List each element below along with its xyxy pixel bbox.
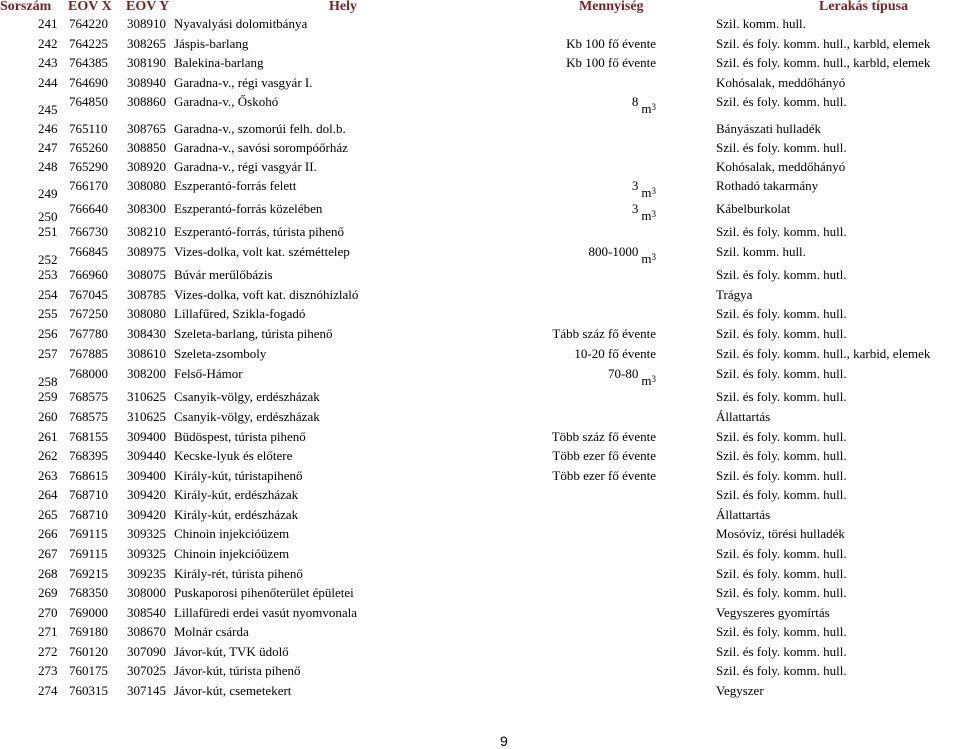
eov-x: 764850 xyxy=(69,94,108,109)
eov-y: 310625 xyxy=(127,409,166,424)
eov-y: 309325 xyxy=(127,546,166,561)
eov-y: 308975 xyxy=(127,244,166,259)
eov-y: 308190 xyxy=(127,55,166,70)
disposal-type: Mosóvíz, törési hulladék xyxy=(716,526,845,541)
header-eov-x: EOV X xyxy=(68,0,112,14)
eov-y: 309440 xyxy=(127,448,166,463)
location: Büdöspest, túrista pihenő xyxy=(174,429,306,444)
quantity xyxy=(552,448,656,464)
disposal-type: Szil. és foly. komm. hull. xyxy=(716,624,847,639)
location: Lillafüredi erdei vasút nyomvonala xyxy=(174,605,358,620)
location: Garadna-v., szomorúi felh. dol.b. xyxy=(174,121,346,136)
quantity xyxy=(631,201,656,223)
quantity-value: Több ezer fő évente xyxy=(552,468,656,483)
row-number: 242 xyxy=(38,36,58,51)
eov-x: 768395 xyxy=(69,448,108,463)
disposal-type: Állattartás xyxy=(716,409,771,424)
quantity-unit xyxy=(641,185,656,200)
quantity xyxy=(552,326,656,342)
row-number: 248 xyxy=(38,159,58,174)
eov-y: 308080 xyxy=(127,306,166,321)
eov-y: 309400 xyxy=(127,468,166,483)
quantity xyxy=(566,55,656,71)
unit-text: m xyxy=(641,101,652,116)
eov-x: 768615 xyxy=(69,468,108,483)
eov-x: 767780 xyxy=(69,326,108,341)
unit-text: m xyxy=(641,251,652,266)
eov-y: 308670 xyxy=(127,624,166,639)
row-number: 245 xyxy=(38,102,58,117)
quantity xyxy=(608,366,656,388)
eov-y: 309420 xyxy=(127,487,166,502)
eov-y: 308850 xyxy=(127,140,166,155)
eov-x: 764220 xyxy=(69,16,108,31)
row-number: 256 xyxy=(38,326,58,341)
disposal-type: Szil. és foly. komm. hull. xyxy=(716,585,847,600)
location: Vizes-dolka, voft kat. disznóhizlaló xyxy=(174,287,359,302)
location: Garadna-v., régi vasgyár II. xyxy=(174,159,317,174)
disposal-type: Bányászati hulladék xyxy=(716,121,822,136)
location: Szeleta-barlang, túrista pihenő xyxy=(174,326,333,341)
eov-x: 766170 xyxy=(69,178,108,193)
quantity-value: Több száz fő évente xyxy=(551,429,656,444)
disposal-type: Szil. és foly. komm. hull., karbld, elemek xyxy=(716,55,931,70)
unit-text: m xyxy=(641,373,652,388)
eov-x: 769180 xyxy=(69,624,108,639)
eov-x: 768575 xyxy=(69,389,108,404)
eov-x: 768710 xyxy=(69,507,108,522)
row-number: 250 xyxy=(38,209,58,224)
quantity xyxy=(588,244,656,266)
row-number: 254 xyxy=(38,287,58,302)
eov-y: 308610 xyxy=(127,346,166,361)
quantity-unit xyxy=(641,251,656,266)
eov-x: 766960 xyxy=(69,267,108,282)
row-number: 257 xyxy=(38,346,58,361)
disposal-type: Szil. és foly. komm. hull. xyxy=(716,663,847,678)
disposal-type: Szil. és foly. komm. hull. xyxy=(716,224,847,239)
location: Puskaporosi pihenőterület épületei xyxy=(174,585,354,600)
row-number: 246 xyxy=(38,121,58,136)
location: Balekina-barlang xyxy=(174,55,264,70)
eov-x: 768350 xyxy=(69,585,108,600)
eov-x: 765290 xyxy=(69,159,108,174)
header-mennyiseg: Mennyiség xyxy=(579,0,644,14)
disposal-type: Vegyszeres gyomírtás xyxy=(716,605,830,620)
eov-x: 760175 xyxy=(69,663,108,678)
eov-x: 764690 xyxy=(69,75,108,90)
row-number: 259 xyxy=(38,389,58,404)
quantity-value: Kb 100 fő évente xyxy=(566,36,656,51)
disposal-type: Állattartás xyxy=(716,507,771,522)
location: Búvár merűlőbázis xyxy=(174,267,273,282)
location: Chinoin injekcióüzem xyxy=(174,526,290,541)
disposal-type: Szil. komm. hull. xyxy=(716,244,806,259)
row-number: 272 xyxy=(38,644,58,659)
eov-y: 307090 xyxy=(127,644,166,659)
location: Jáspis-barlang xyxy=(174,36,249,51)
eov-x: 767885 xyxy=(69,346,108,361)
eov-x: 764385 xyxy=(69,55,108,70)
eov-x: 768000 xyxy=(69,366,108,381)
eov-x: 764225 xyxy=(69,36,108,51)
row-number: 258 xyxy=(38,374,58,389)
eov-y: 308540 xyxy=(127,605,166,620)
quantity xyxy=(566,36,656,52)
location: Szeleta-zsomboly xyxy=(174,346,267,361)
eov-x: 768710 xyxy=(69,487,108,502)
row-number: 273 xyxy=(38,663,58,678)
location: Nyavalyási dolomitbánya xyxy=(174,16,308,31)
row-number: 263 xyxy=(38,468,58,483)
disposal-type: Szil. és foly. komm. hull. xyxy=(716,566,847,581)
disposal-type: Szil. komm. hull. xyxy=(716,16,806,31)
quantity-value: 800-1000 xyxy=(588,244,639,259)
row-number: 271 xyxy=(38,624,58,639)
disposal-type: Szil. és foly. komm. hutl. xyxy=(716,267,847,282)
location: Lillafűred, Szikla-fogadó xyxy=(174,306,306,321)
location: Kecske-lyuk és előtere xyxy=(174,448,293,463)
location: Király-rét, túrista pihenő xyxy=(174,566,303,581)
eov-y: 308940 xyxy=(127,75,166,90)
eov-y: 307145 xyxy=(127,683,166,698)
row-number: 274 xyxy=(38,683,58,698)
eov-x: 767045 xyxy=(69,287,108,302)
eov-x: 769115 xyxy=(69,546,108,561)
unit-text: m xyxy=(641,185,652,200)
disposal-type: Kábelburkolat xyxy=(716,201,791,216)
quantity xyxy=(552,429,656,445)
row-number: 268 xyxy=(38,566,58,581)
location: Eszperantó-forrás felett xyxy=(174,178,297,193)
disposal-type: Szil. és foly. komm. hull., karbid, elemek xyxy=(716,346,931,361)
header-eov-y: EOV Y xyxy=(126,0,170,14)
row-number: 251 xyxy=(38,224,58,239)
row-number: 270 xyxy=(38,605,58,620)
eov-y: 309235 xyxy=(127,566,166,581)
quantity-value: 10-20 fő évente xyxy=(574,346,656,361)
disposal-type: Szil. és foly. komm. hull. xyxy=(716,448,847,463)
eov-x: 766640 xyxy=(69,201,108,216)
unit-text: m xyxy=(641,208,652,223)
header-lerakas-tipusa: Lerakás típusa xyxy=(819,0,909,14)
row-number: 255 xyxy=(38,306,58,321)
eov-y: 309325 xyxy=(127,526,166,541)
disposal-type: Szil. és foly. komm. hull. xyxy=(716,546,847,561)
eov-x: 768575 xyxy=(69,409,108,424)
row-number: 262 xyxy=(38,448,58,463)
unit-exponent: 3 xyxy=(651,102,656,112)
eov-y: 308075 xyxy=(127,267,166,282)
eov-y: 308910 xyxy=(127,16,166,31)
location: Jávor-kút, túrista pihenő xyxy=(174,663,301,678)
quantity xyxy=(552,468,656,484)
unit-exponent: 3 xyxy=(651,186,656,196)
location: Eszperantó-forrás közelében xyxy=(174,201,323,216)
eov-x: 766845 xyxy=(69,244,108,259)
eov-y: 308200 xyxy=(127,366,166,381)
eov-y: 309400 xyxy=(127,429,166,444)
location: Eszperantó-forrás, túrista pihenő xyxy=(174,224,345,239)
disposal-type: Trágya xyxy=(716,287,753,302)
eov-y: 308920 xyxy=(127,159,166,174)
row-number: 244 xyxy=(38,75,58,90)
disposal-type: Kohósalak, meddőhányó xyxy=(716,75,846,90)
row-number: 269 xyxy=(38,585,58,600)
eov-x: 768155 xyxy=(69,429,108,444)
eov-y: 308265 xyxy=(127,36,166,51)
quantity-value: Tább száz fő évente xyxy=(552,326,656,341)
eov-x: 765110 xyxy=(69,121,108,136)
eov-x: 769000 xyxy=(69,605,108,620)
location: Garadna-v., Őskohó xyxy=(174,94,279,109)
quantity-value: 70-80 xyxy=(608,366,639,381)
quantity-unit xyxy=(641,373,656,388)
location: Csanyik-völgy, erdészházak xyxy=(174,409,320,424)
row-number: 260 xyxy=(38,409,58,424)
eov-y: 308080 xyxy=(127,178,166,193)
location: Jávor-kút, csemetekert xyxy=(174,683,292,698)
location: Király-kút, erdészházak xyxy=(174,507,299,522)
unit-exponent: 3 xyxy=(651,209,656,219)
disposal-type: Szil. és foly. komm. hull. xyxy=(716,468,847,483)
row-number: 265 xyxy=(38,507,58,522)
row-number: 264 xyxy=(38,487,58,502)
eov-x: 769115 xyxy=(69,526,108,541)
disposal-type: Szil. és foly. komm. hull. xyxy=(716,429,847,444)
eov-x: 766730 xyxy=(69,224,108,239)
eov-y: 308300 xyxy=(127,201,166,216)
quantity-value: Kb 100 fő évente xyxy=(566,55,656,70)
quantity-value: 8 xyxy=(631,94,639,109)
eov-y: 309420 xyxy=(127,507,166,522)
quantity xyxy=(631,178,656,200)
location: Molnár csárda xyxy=(174,624,249,639)
header-sorszam: Sorszám xyxy=(0,0,52,14)
disposal-type: Szil. és foly. komm. hull. xyxy=(716,366,847,381)
disposal-type: Kohósalak, meddőhányó xyxy=(716,159,846,174)
disposal-type: Rothadó takarmány xyxy=(716,178,819,193)
row-number: 253 xyxy=(38,267,58,282)
row-number: 243 xyxy=(38,55,58,70)
row-number: 241 xyxy=(38,16,58,31)
unit-exponent: 3 xyxy=(651,252,656,262)
eov-y: 308860 xyxy=(127,94,166,109)
unit-exponent: 3 xyxy=(651,374,656,384)
disposal-type: Szil. és foly. komm. hull. xyxy=(716,140,847,155)
eov-y: 308765 xyxy=(127,121,166,136)
eov-x: 765260 xyxy=(69,140,108,155)
disposal-type: Szil. és foly. komm. hull. xyxy=(716,389,847,404)
disposal-type: Szil. és foly. komm. hull. xyxy=(716,306,847,321)
location: Felső-Hámor xyxy=(174,366,243,381)
disposal-type: Vegyszer xyxy=(716,683,764,698)
row-number: 266 xyxy=(38,526,58,541)
quantity-value: 3 xyxy=(631,201,639,216)
eov-x: 767250 xyxy=(69,306,108,321)
disposal-type: Szil. és foly. komm. hull. xyxy=(716,326,847,341)
location: Király-kút, erdészházak xyxy=(174,487,299,502)
quantity xyxy=(631,94,656,116)
page-number: 9 xyxy=(500,733,508,749)
disposal-type: Szil. és foly. komm. hull., karbld, elemek xyxy=(716,36,931,51)
location: Chinoin injekcióüzem xyxy=(174,546,290,561)
row-number: 261 xyxy=(38,429,58,444)
location: Vizes-dolka, volt kat. széméttelep xyxy=(174,244,350,259)
quantity-unit xyxy=(641,101,656,116)
eov-x: 769215 xyxy=(69,566,108,581)
disposal-type: Szil. és foly. komm. hull. xyxy=(716,644,847,659)
location: Garadna-v., savósi sorompóőrház xyxy=(174,140,348,155)
disposal-type: Szil. és foly. komm. hull. xyxy=(716,94,847,109)
quantity xyxy=(574,346,656,362)
quantity-value: 3 xyxy=(631,178,639,193)
eov-y: 310625 xyxy=(127,389,166,404)
quantity-value: Több ezer fő évente xyxy=(552,448,656,463)
eov-y: 308210 xyxy=(127,224,166,239)
location: Király-kút, túristapihenő xyxy=(174,468,303,483)
location: Jávor-kút, TVK üdolő xyxy=(174,644,289,659)
row-number: 267 xyxy=(38,546,58,561)
row-number: 252 xyxy=(38,252,58,267)
eov-x: 760120 xyxy=(69,644,108,659)
disposal-type: Szil. és foly. komm. hull. xyxy=(716,487,847,502)
eov-y: 308000 xyxy=(127,585,166,600)
row-number: 249 xyxy=(38,186,58,201)
location: Garadna-v., régi vasgyár I. xyxy=(174,75,313,90)
quantity-unit xyxy=(641,208,656,223)
location: Csanyik-völgy, erdészházak xyxy=(174,389,320,404)
eov-y: 308430 xyxy=(127,326,166,341)
row-number: 247 xyxy=(38,140,58,155)
eov-y: 308785 xyxy=(127,287,166,302)
eov-y: 307025 xyxy=(127,663,166,678)
header-hely: Hely xyxy=(329,0,357,14)
eov-x: 760315 xyxy=(69,683,108,698)
